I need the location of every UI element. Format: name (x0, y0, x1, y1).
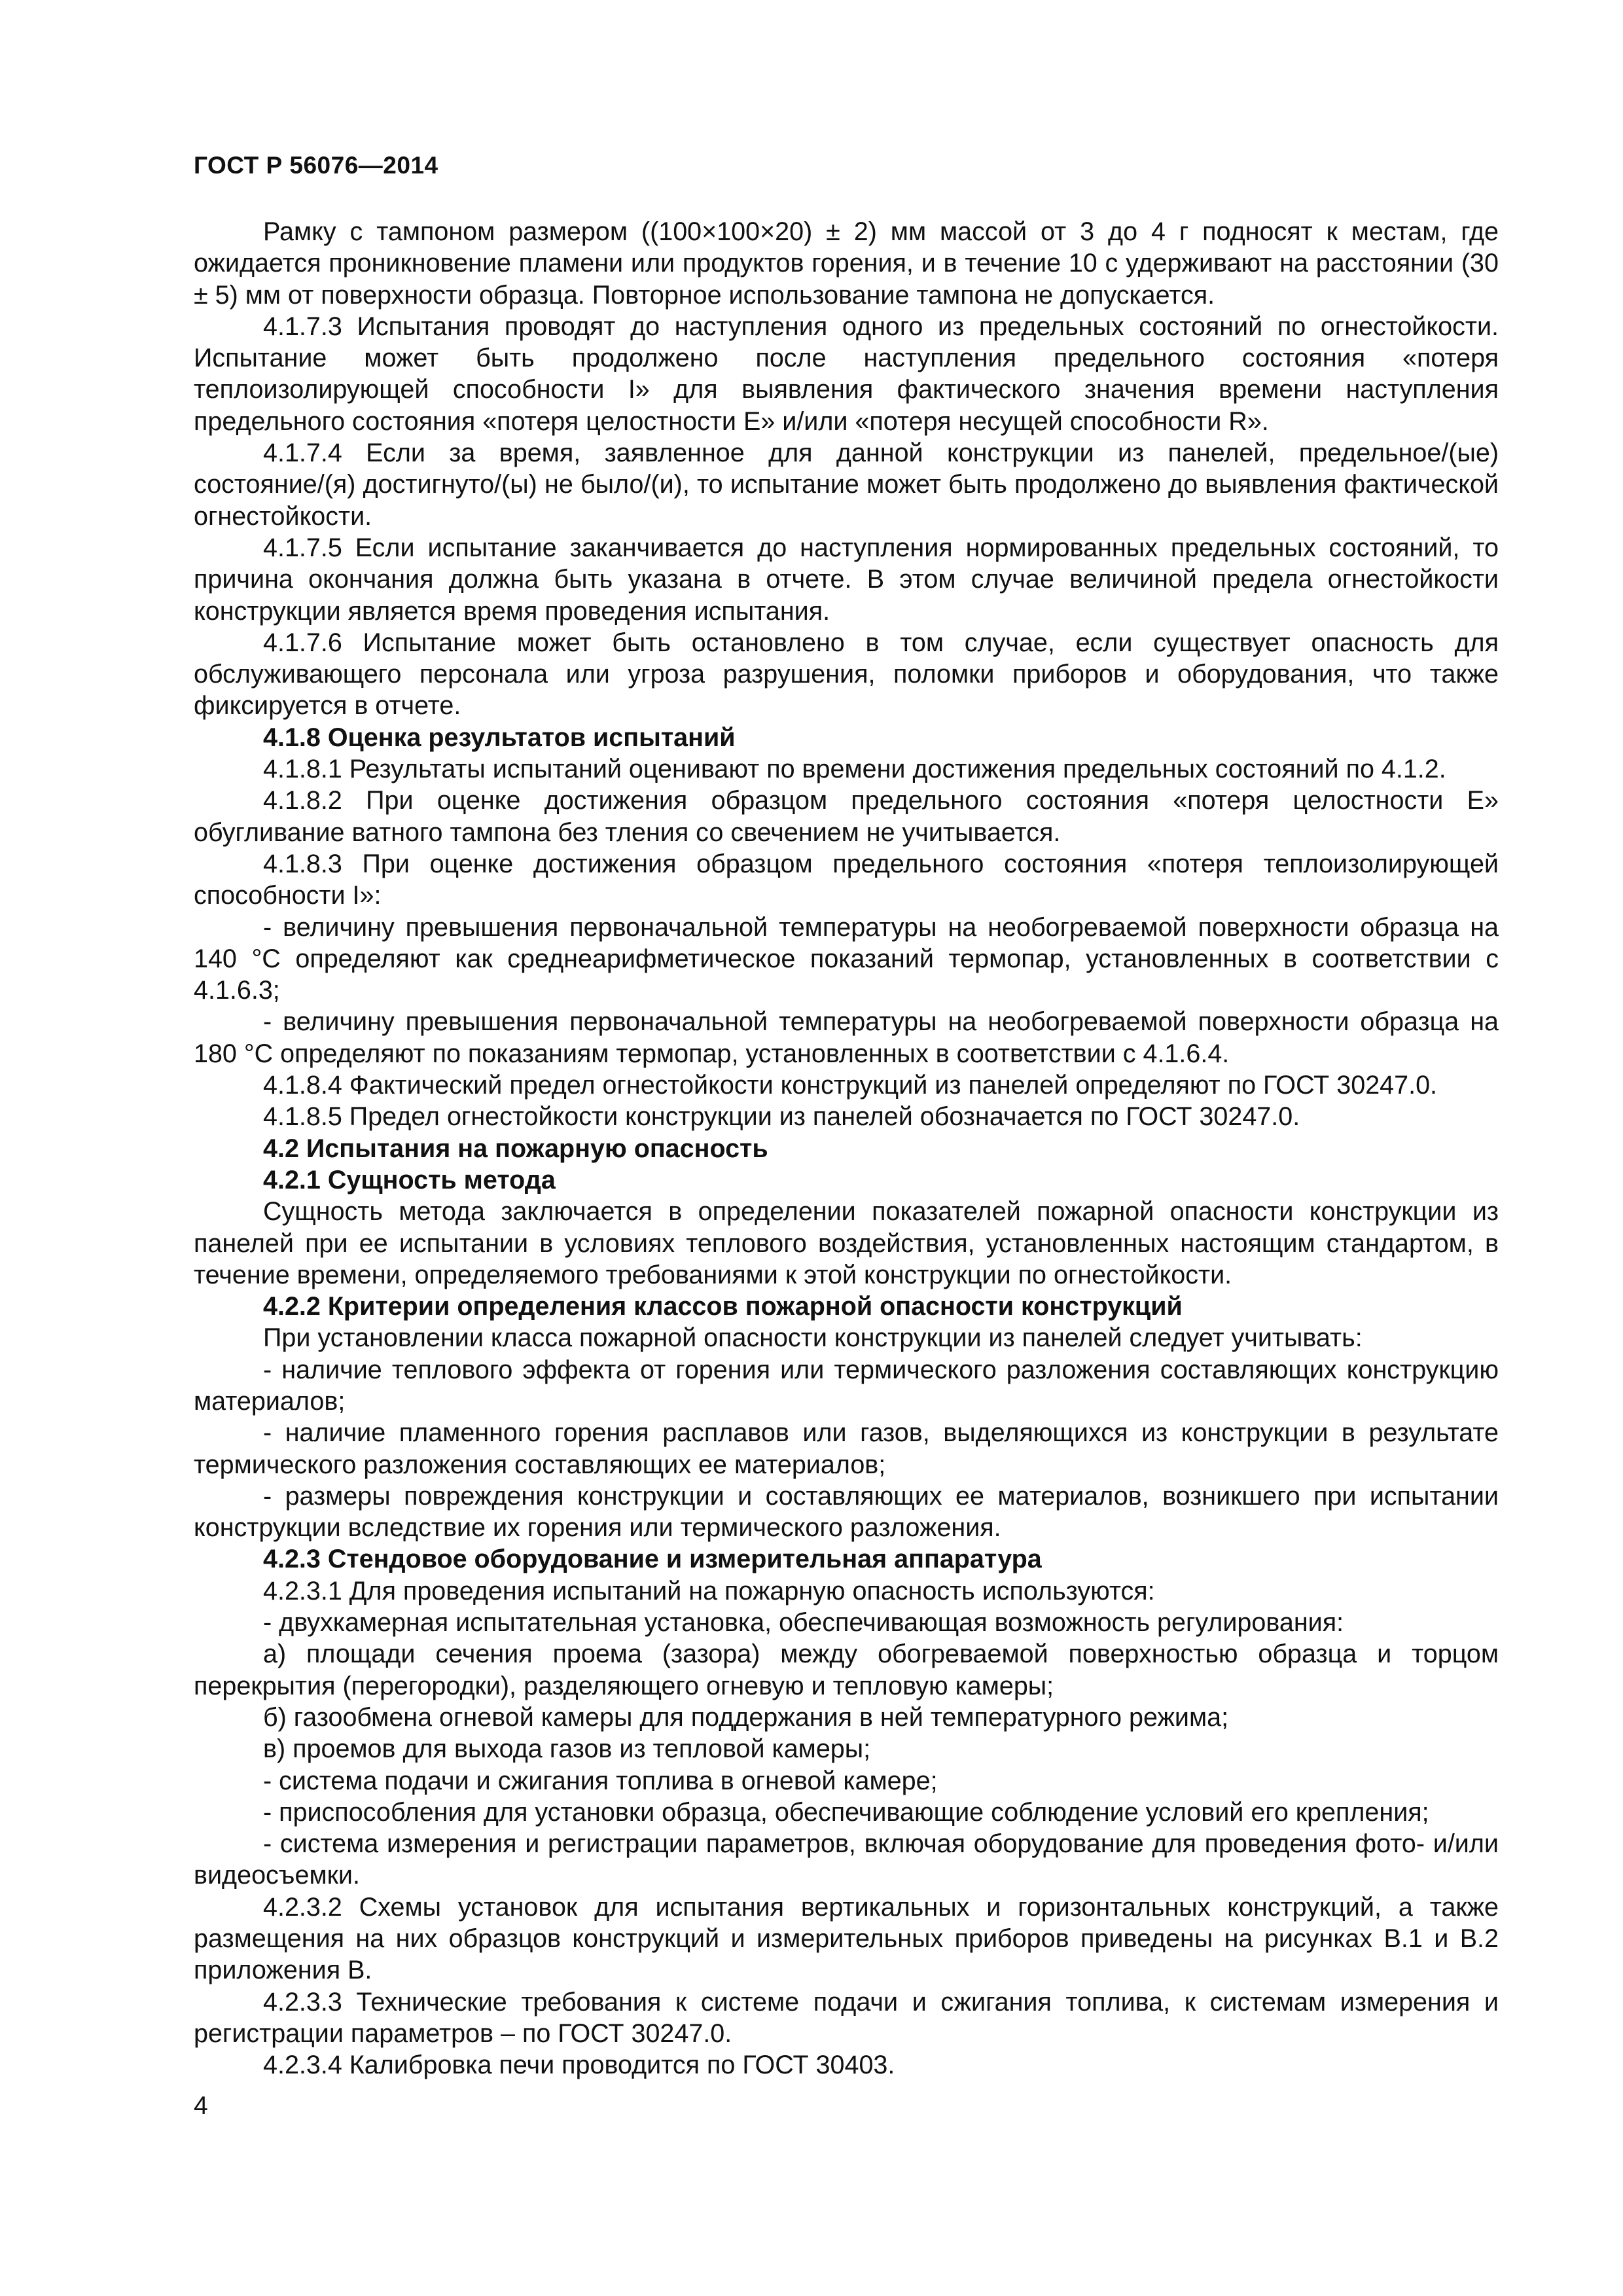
paragraph: - величину превышения первоначальной температуры на необогреваемой поверхности образца на 180 °С определяют по показаниям термопар, установленных в соответствии с 4.1.6.4. (194, 1007, 1499, 1068)
paragraph: 4.1.7.6 Испытание может быть остановлено в том случае, если существует опасность для обслуживающего персонала или угроза разрушения, поломки приборов и оборудования, что также фиксируется в отчете. (194, 628, 1499, 721)
paragraph: - величину превышения первоначальной температуры на необогреваемой поверхности образца на 140 °С определяют как среднеарифметическое показаний термопар, установленных в соответствии с 4.1.6.3; (194, 912, 1499, 1005)
paragraph: 4.2.3.2 Схемы установок для испытания вертикальных и горизонтальных конструкций, а также размещения на них образцов конструкций и измерительных приборов приведены на рисунках В.1 и В.2 приложения В. (194, 1892, 1499, 1985)
paragraph: 4.1.8.5 Предел огнестойкости конструкции из панелей обозначается по ГОСТ 30247.0. (263, 1102, 1300, 1132)
paragraph: - двухкамерная испытательная установка, обеспечивающая возможность регулирования: (263, 1608, 1344, 1638)
paragraph: - наличие пламенного горения расплавов или газов, выделяющихся из конструкции в результате термического разложения составляющих ее материалов; (194, 1418, 1499, 1479)
paragraph: При установлении класса пожарной опасности конструкции из панелей следует учитывать: (263, 1323, 1363, 1353)
paragraph: - размеры повреждения конструкции и составляющих ее материалов, возникшего при испытании конструкции вследствие их горения или термического разложения. (194, 1481, 1499, 1543)
paragraph: 4.2.3.3 Технические требования к системе подачи и сжигания топлива, к системам измерения и регистрации параметров – по ГОСТ 30247.0. (194, 1987, 1499, 2048)
paragraph: Сущность метода заключается в определении показателей пожарной опасности конструкции из панелей при ее испытании в условиях теплового воздействия, установленных настоящим стандартом, в течение времени, определяемого требованиями к этой конструкции по огнестойкости. (194, 1197, 1499, 1289)
paragraph: - система подачи и сжигания топлива в огневой камере; (263, 1766, 938, 1795)
paragraph: 4.1.8.4 Фактический предел огнестойкости конструкций из панелей определяют по ГОСТ 30247.0. (263, 1071, 1438, 1100)
paragraph: а) площади сечения проема (зазора) между обогреваемой поверхностью образца и торцом перекрытия (перегородки), разделяющего огневую и тепловую камеры; (194, 1640, 1499, 1700)
paragraph: - приспособления для установки образца, обеспечивающие соблюдение условий его крепления; (263, 1797, 1429, 1827)
paragraph: 4.1.8.1 Результаты испытаний оценивают по времени достижения предельных состояний по 4.1.2. (263, 755, 1446, 784)
paragraph: 4.1.7.5 Если испытание заканчивается до наступления нормированных предельных состояний, то причина окончания должна быть указана в отчете. В этом случае величиной предела огнестойкости конструкции является время проведения испытания. (194, 533, 1499, 626)
section-heading: 4.2.1 Сущность метода (263, 1165, 556, 1194)
paragraph: 4.2.3.1 Для проведения испытаний на пожарную опасность используются: (263, 1576, 1155, 1605)
paragraph: 4.1.7.4 Если за время, заявленное для данной конструкции из панелей, предельное/(ые) состояние/(я) достигнуто/(ы) не было/(и), то испытание может быть продолжено до выявления фактической огнестойкости. (194, 439, 1499, 531)
paragraph: в) проемов для выхода газов из тепловой камеры; (263, 1734, 871, 1764)
section-heading: 4.1.8 Оценка результатов испытаний (263, 723, 736, 752)
section-heading: 4.2.3 Стендовое оборудование и измерительная аппаратура (263, 1545, 1042, 1574)
paragraph: - наличие теплового эффекта от горения или термического разложения составляющих конструкцию материалов; (194, 1355, 1499, 1416)
paragraph: б) газообмена огневой камеры для поддержания в ней температурного режима; (263, 1702, 1229, 1732)
paragraph: 4.1.7.3 Испытания проводят до наступления одного из предельных состояний по огнестойкости. Испытание может быть продолжено после наступления предельного состояния «потеря теплоизолирующей способности I» для выявления фактического значения времени наступления предельного состояния «потеря целостности E» и/или «потеря несущей способности R». (194, 312, 1499, 436)
paragraph: 4.1.8.2 При оценке достижения образцом предельного состояния «потеря целостности E» обугливание ватного тампона без тления со свечением не учитывается. (194, 786, 1499, 847)
paragraph: - система измерения и регистрации параметров, включая оборудование для проведения фото- и/или видеосъемки. (194, 1829, 1499, 1890)
section-heading: 4.2 Испытания на пожарную опасность (263, 1134, 768, 1163)
document-header: ГОСТ Р 56076—2014 (194, 152, 438, 179)
paragraph: 4.2.3.4 Калибровка печи проводится по ГОСТ 30403. (263, 2051, 895, 2080)
paragraph: Рамку с тампоном размером ((100×100×20) ± 2) мм массой от 3 до 4 г подносят к местам, где ожидается проникновение пламени или продуктов горения, и в течение 10 с удерживают на расстоянии (30 ± 5) мм от поверхности образца. Повторное использование тампона не допускается. (194, 217, 1499, 310)
section-heading: 4.2.2 Критерии определения классов пожарной опасности конструкций (263, 1292, 1183, 1321)
page-number: 4 (194, 2092, 208, 2120)
paragraph: 4.1.8.3 При оценке достижения образцом предельного состояния «потеря теплоизолирующей способности I»: (194, 849, 1499, 910)
document-body (194, 216, 1499, 2081)
